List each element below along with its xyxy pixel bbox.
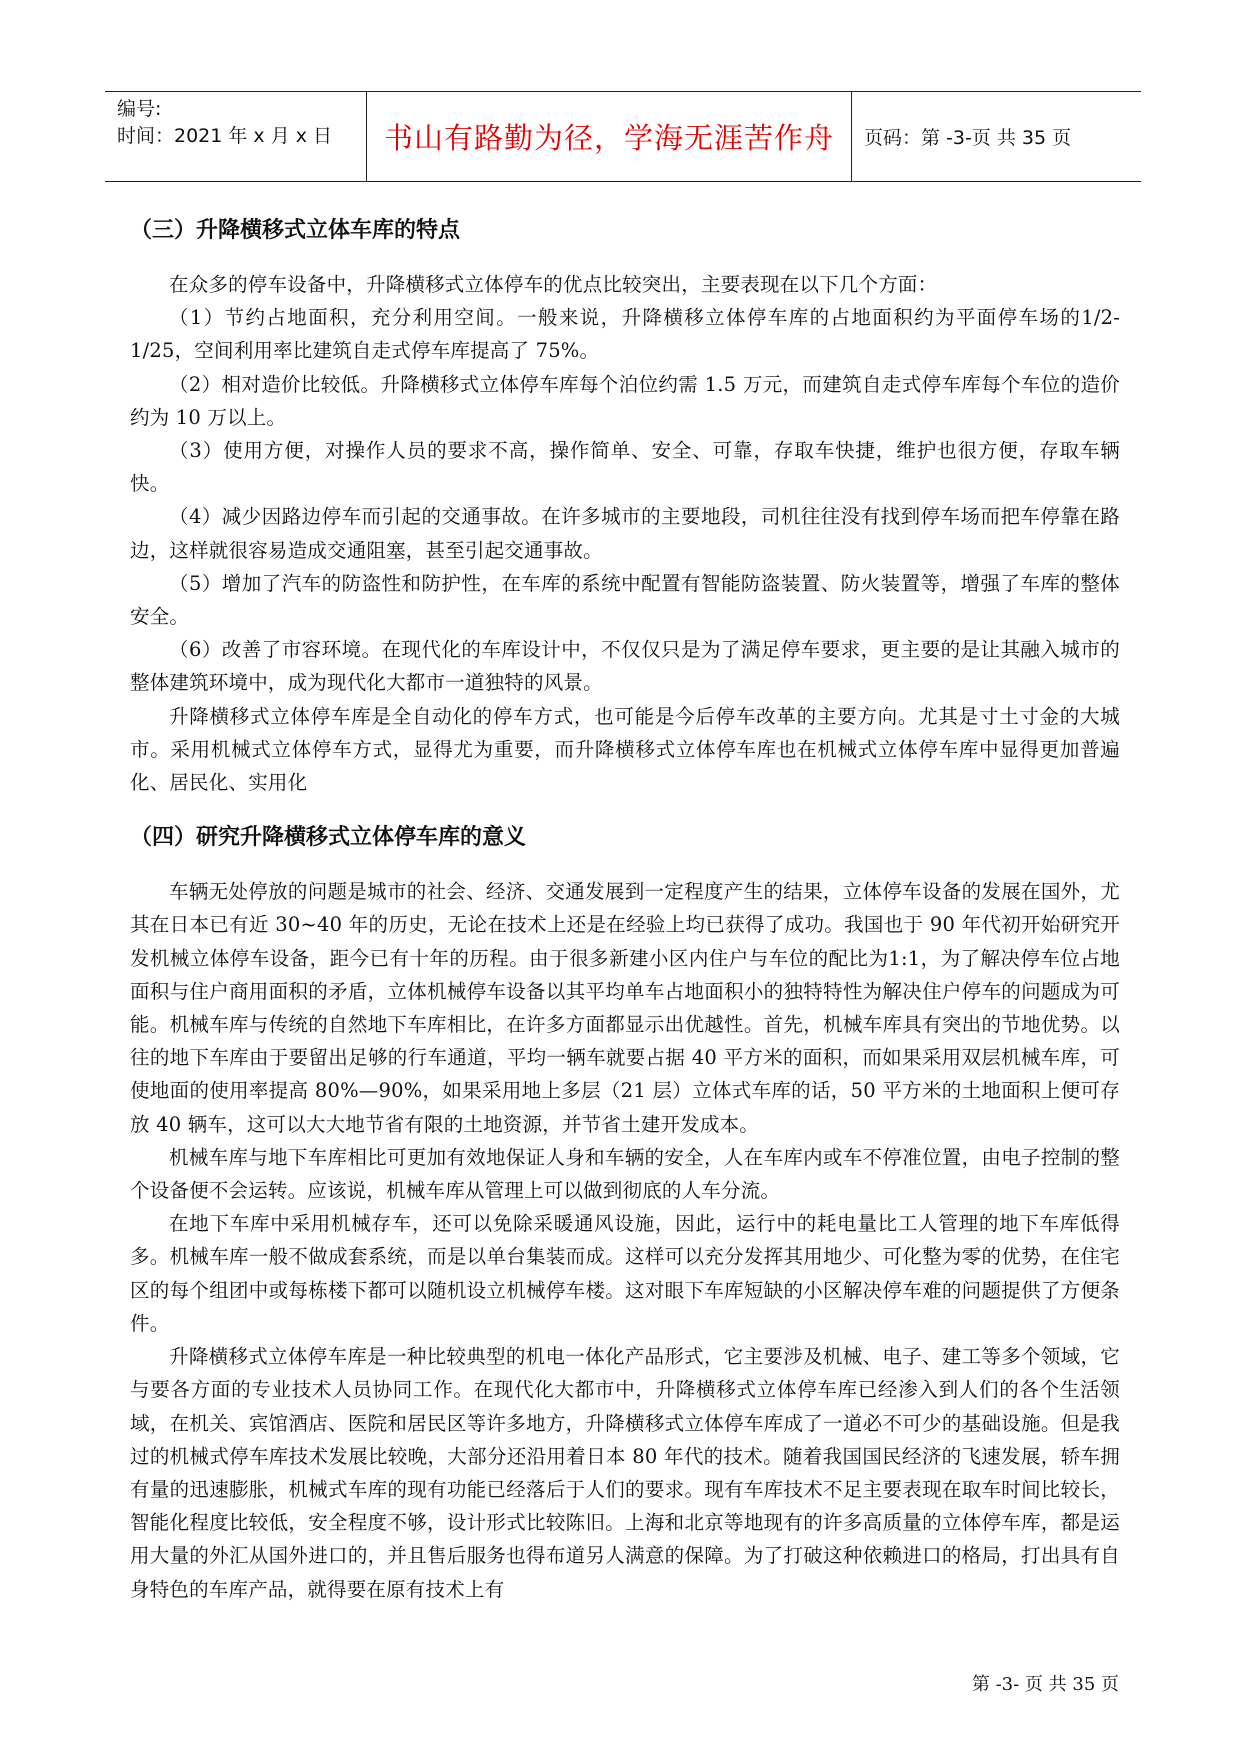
document-header [105,91,1141,182]
section-title: （三）升降横移式立体车库的特点 [130,218,461,243]
paragraph: （6）改善了市容环境。在现代化的车库设计中，不仅仅只是为了满足停车要求，更主要的是让其融入城市的整体建筑环境中，成为现代化大都市一道独特的风景。 [130,638,1120,695]
paragraph: 车辆无处停放的问题是城市的社会、经济、交通发展到一定程度产生的结果，立体停车设备的发展在国外，尤其在日本已有近 30~40 年的历史，无论在技术上还是在经验上均已获得了成功。我国也于 90 年代初开始研究开发机械立体停车设备，距今已有十年的历程。由于很多新建小区内住户与车位的配比为1:1，为了解决停车位占地面积与住户商用面积的矛盾，立体机械停车设备以其平均单车占地面积小的独特特性为解决住户停车的问题成为可能。机械车库与传统的自然地下车库相比，在许多方面都显示出优越性。首先，机械车库具有突出的节地优势。以往的地下车库由于要留出足够的行车通道，平均一辆车就要占据 40 平方米的面积，而如果采用双层机械车库，可使地面的使用率提高 80%—90%，如果采用地上多层（21 层）立体式车库的话，50 平方米的土地面积上便可存放 40 辆车，这可以大大地节省有限的土地资源，并节省土建开发成本。 [130,880,1120,1136]
document-body [130,216,1120,1606]
paragraph: 在地下车库中采用机械存车，还可以免除采暖通风设施，因此，运行中的耗电量比工人管理的地下车库低得多。机械车库一般不做成套系统，而是以单台集装而成。这样可以充分发挥其用地少、可化整为零的优势，在住宅区的每个组团中或每栋楼下都可以随机设立机械停车楼。这对眼下车库短缺的小区解决停车难的问题提供了方便条件。 [130,1212,1120,1335]
paragraph: 升降横移式立体停车库是全自动化的停车方式，也可能是今后停车改革的主要方向。尤其是寸土寸金的大城市。采用机械式立体停车方式，显得尤为重要，而升降横移式立体停车库也在机械式立体停车库中显得更加普遍化、居民化、实用化 [130,704,1120,795]
header-motto: 书山有路勤为径，学海无涯苦作舟 [367,92,852,181]
page-footer: 第 -3- 页 共 35 页 [971,1674,1119,1695]
number-label: 编号: [117,98,162,120]
paragraph: （5）增加了汽车的防盗性和防护性，在车库的系统中配置有智能防盗装置、防火装置等，增强了车库的整体安全。 [130,571,1120,629]
paragraph: （3）使用方便，对操作人员的要求不高，操作简单、安全、可靠，存取车快捷，维护也很方便，存取车辆快。 [130,439,1120,496]
header-meta [105,92,367,181]
paragraph: 在众多的停车设备中，升降横移式立体停车的优点比较突出，主要表现在以下几个方面： [169,273,938,296]
paragraph: （1）节约占地面积，充分利用空间。一般来说，升降横移立体停车库的占地面积约为平面停车场的1/2-1/25，空间利用率比建筑自走式停车库提高了 75%。 [130,306,1120,363]
paragraph: （4）减少因路边停车而引起的交通事故。在许多城市的主要地段，司机往往没有找到停车场而把车停靠在路边，这样就很容易造成交通阻塞，甚至引起交通事故。 [130,505,1120,562]
time-label: 时间：2021 年 x 月 x 日 [117,125,333,147]
paragraph: （2）相对造价比较低。升降横移式立体停车库每个泊位约需 1.5 万元，而建筑自走式停车库每个车位的造价约为 10 万以上。 [130,372,1120,429]
paragraph: 机械车库与地下车库相比可更加有效地保证人身和车辆的安全，人在车库内或车不停准位置，由电子控制的整个设备便不会运转。应该说，机械车库从管理上可以做到彻底的人车分流。 [130,1145,1120,1203]
header-page-code: 页码：第 -3-页 共 35 页 [864,127,1072,149]
section-title: （四）研究升降横移式立体停车库的意义 [130,825,527,851]
paragraph: 升降横移式立体停车库是一种比较典型的机电一体化产品形式，它主要涉及机械、电子、建工等多个领域，它与要各方面的专业技术人员协同工作。在现代化大都市中，升降横移式立体停车库已经渗入到人们的各个生活领域，在机关、宾馆酒店、医院和居民区等许多地方，升降横移式立体停车库成了一道必不可少的基础设施。但是我过的机械式停车库技术发展比较晚，大部分还沿用着日本 80 年代的技术。随着我国国民经济的飞速发展，轿车拥有量的迅速膨胀，机械式车库的现有功能已经落后于人们的要求。现有车库技术不足主要表现在取车时间比较长，智能化程度比较低，安全程度不够，设计形式比较陈旧。上海和北京等地现有的许多高质量的立体停车库，都是运用大量的外汇从国外进口的，并且售后服务也得布道另人满意的保障。为了打破这种依赖进口的格局，打出具有自身特色的车库产品，就得要在原有技术上有 [130,1345,1120,1601]
